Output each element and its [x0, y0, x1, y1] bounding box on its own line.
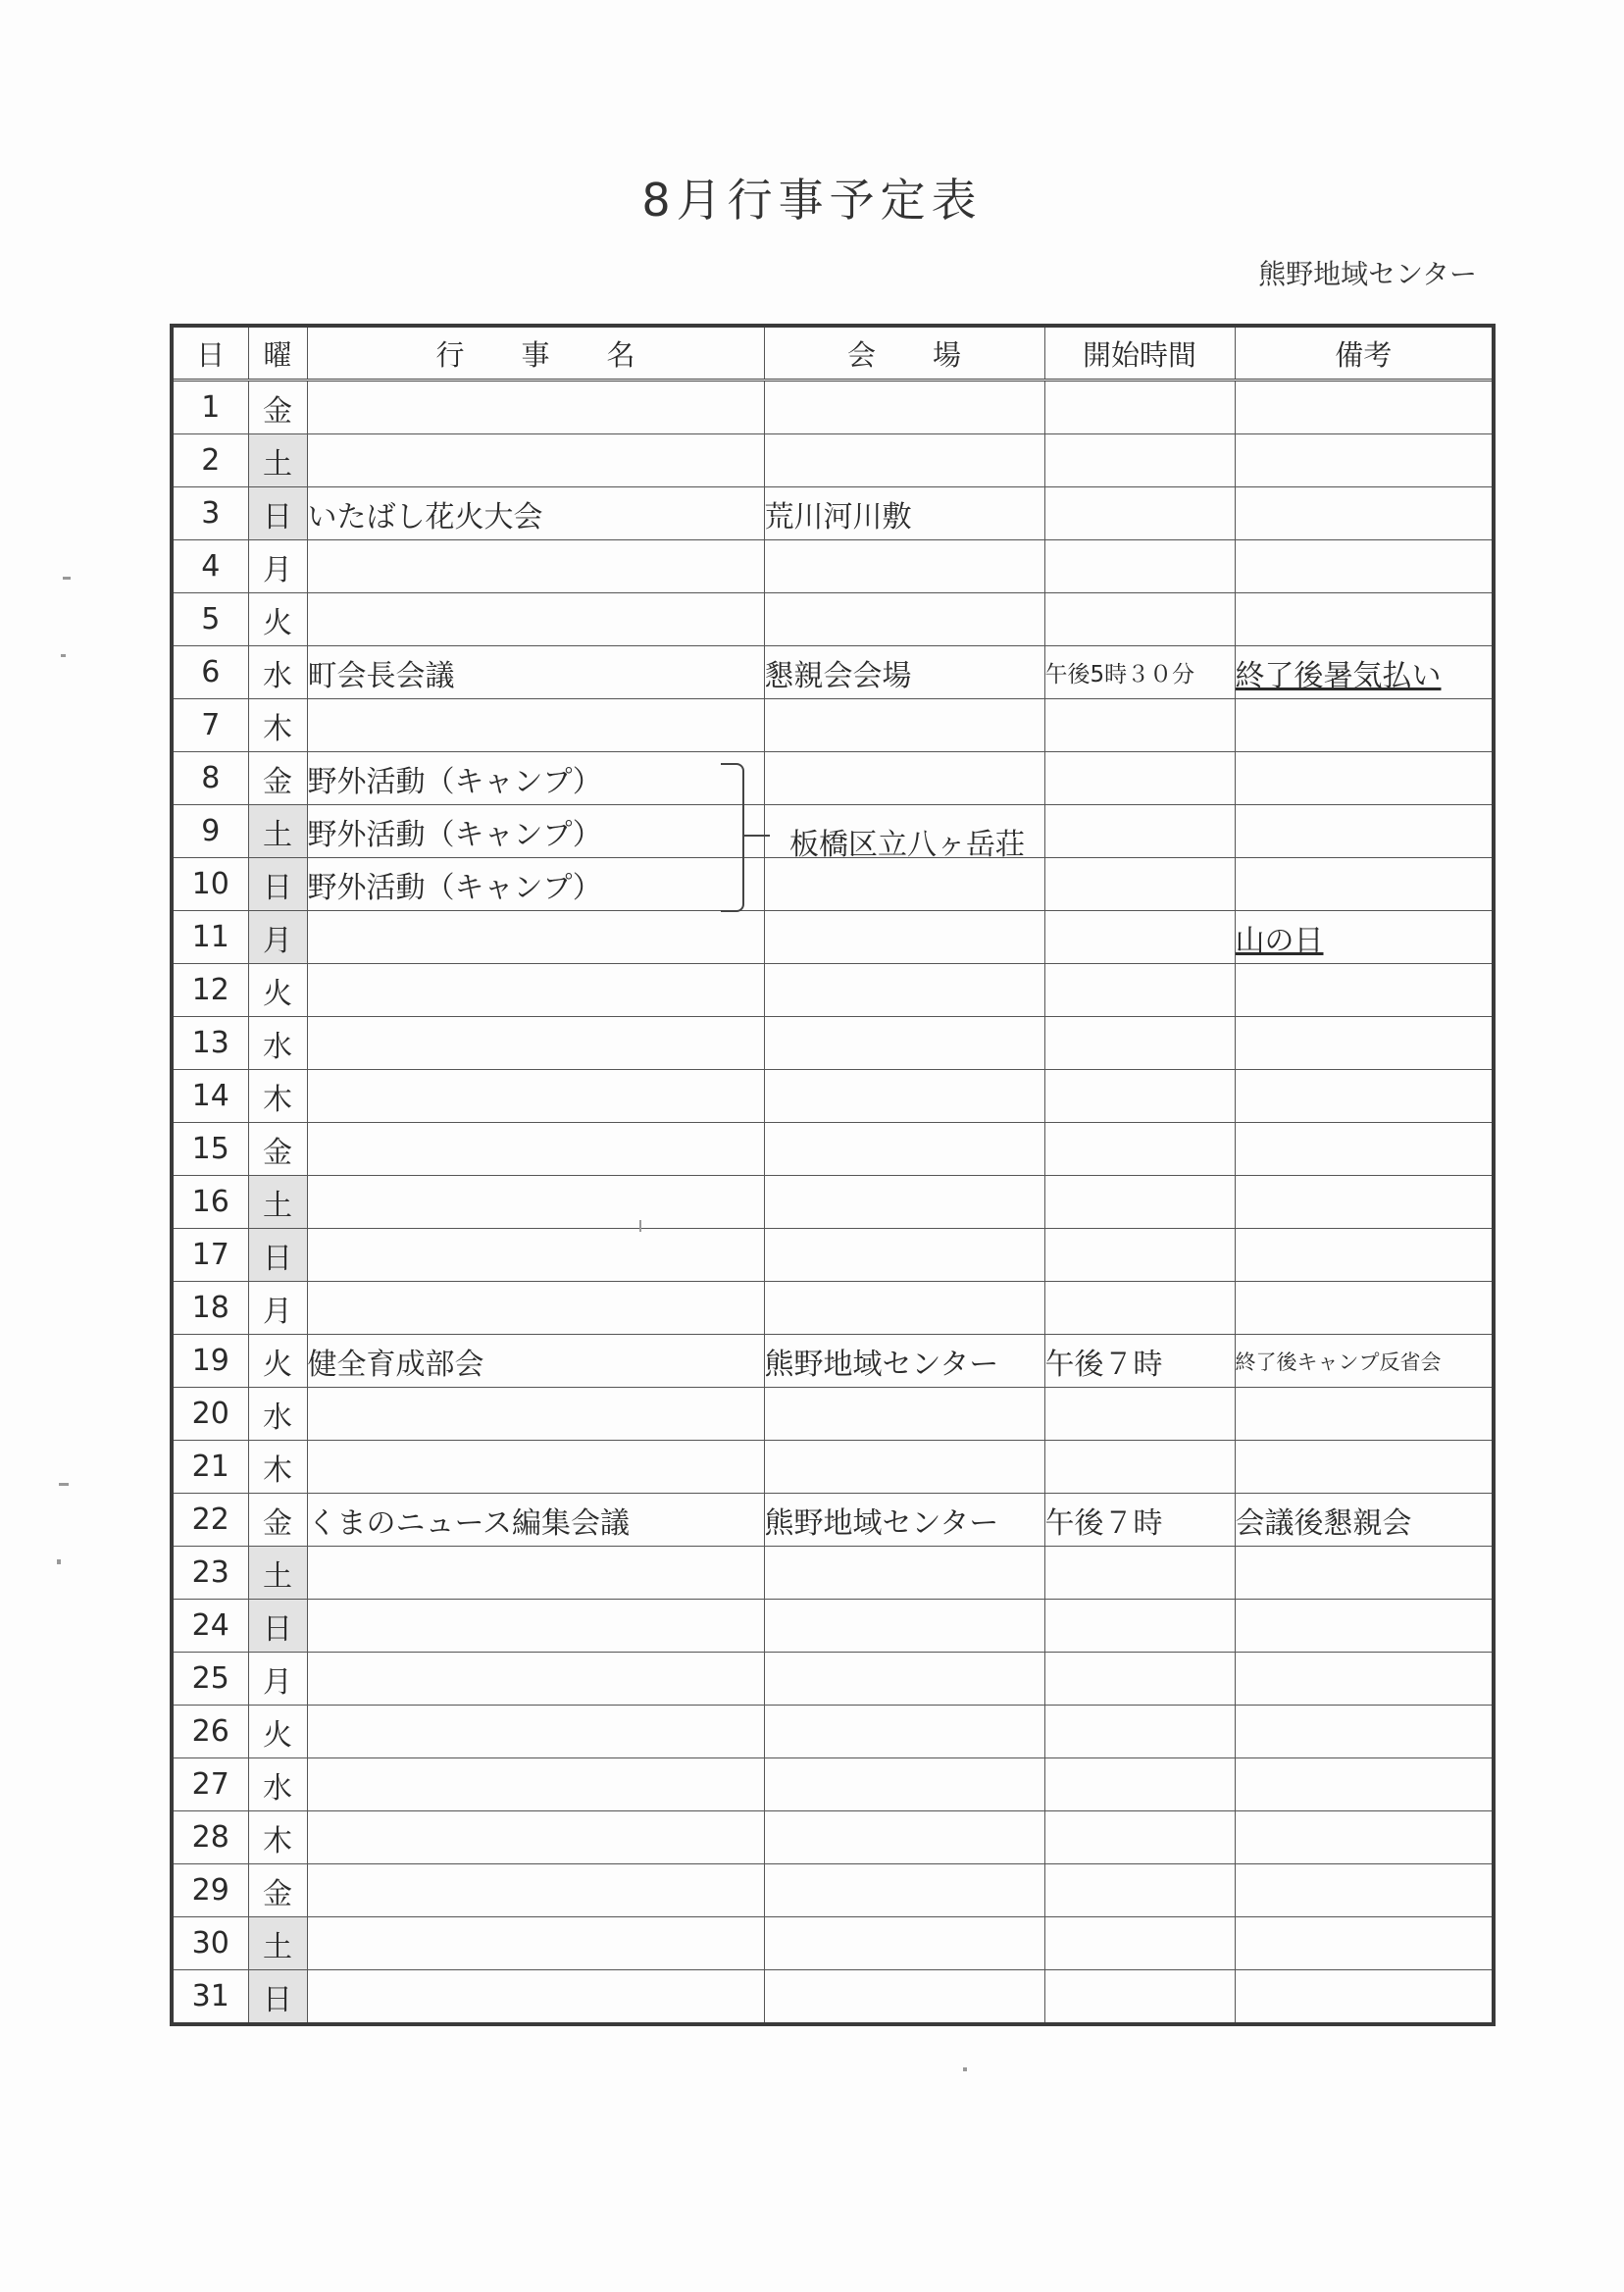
start-time-cell: 午後７時: [1044, 1335, 1235, 1388]
weekday-cell: 土: [248, 1176, 307, 1229]
day-cell: 22: [172, 1494, 248, 1547]
venue-cell: [764, 1811, 1044, 1864]
start-time-cell: [1044, 911, 1235, 964]
day-cell: 19: [172, 1335, 248, 1388]
weekday-cell: 木: [248, 699, 307, 752]
notes-cell: [1235, 1282, 1494, 1335]
event-cell: 健全育成部会: [307, 1335, 764, 1388]
start-time-cell: [1044, 1176, 1235, 1229]
event-cell: [307, 593, 764, 646]
notes-cell: [1235, 964, 1494, 1017]
venue-cell: [764, 1017, 1044, 1070]
venue-cell: [764, 1758, 1044, 1811]
table-row: [172, 593, 1494, 646]
table-header-row: [172, 326, 1494, 381]
weekday-cell: 日: [248, 1970, 307, 2025]
notes-cell: [1235, 487, 1494, 540]
event-cell: [307, 1653, 764, 1706]
event-cell: [307, 699, 764, 752]
weekday-cell: 日: [248, 1600, 307, 1653]
notes-cell: [1235, 593, 1494, 646]
start-time-cell: [1044, 1970, 1235, 2025]
organization-name: 熊野地域センター: [1258, 258, 1477, 290]
table-row: [172, 1970, 1494, 2025]
weekday-cell: 金: [248, 1864, 307, 1917]
weekday-cell: 火: [248, 1335, 307, 1388]
start-time-cell: 午後７時: [1044, 1494, 1235, 1547]
notes-cell: [1235, 1917, 1494, 1970]
weekday-cell: 水: [248, 646, 307, 699]
venue-cell: [764, 1388, 1044, 1441]
start-time-cell: [1044, 1229, 1235, 1282]
table-row: [172, 1282, 1494, 1335]
event-schedule-table: [170, 324, 1496, 2026]
venue-cell: [764, 1176, 1044, 1229]
day-cell: 4: [172, 540, 248, 593]
scan-speck: [963, 2067, 967, 2071]
notes-cell: 会議後懇親会: [1235, 1494, 1494, 1547]
event-cell: 野外活動（キャンプ）: [307, 752, 764, 805]
weekday-cell: 木: [248, 1070, 307, 1123]
event-cell: いたばし花火大会: [307, 487, 764, 540]
weekday-cell: 水: [248, 1388, 307, 1441]
day-cell: 30: [172, 1917, 248, 1970]
scan-speck: [63, 577, 71, 580]
table-row: [172, 540, 1494, 593]
event-cell: くまのニュース編集会議: [307, 1494, 764, 1547]
venue-cell: [764, 381, 1044, 434]
weekday-cell: 金: [248, 381, 307, 434]
table-row: [172, 1811, 1494, 1864]
venue-cell: [764, 752, 1044, 805]
event-cell: [307, 1441, 764, 1494]
event-cell: [307, 1706, 764, 1758]
weekday-cell: 金: [248, 752, 307, 805]
event-cell: 町会長会議: [307, 646, 764, 699]
event-cell: [307, 1970, 764, 2025]
table-row: [172, 1864, 1494, 1917]
camp-group-bracket: [721, 763, 744, 912]
notes-cell: [1235, 1547, 1494, 1600]
scan-speck: [57, 1559, 61, 1564]
notes-cell: [1235, 1123, 1494, 1176]
table-row: [172, 1335, 1494, 1388]
event-cell: [307, 911, 764, 964]
notes-cell: [1235, 1706, 1494, 1758]
day-cell: 16: [172, 1176, 248, 1229]
start-time-cell: [1044, 1123, 1235, 1176]
weekday-cell: 金: [248, 1494, 307, 1547]
event-cell: [307, 540, 764, 593]
day-cell: 10: [172, 858, 248, 911]
event-cell: [307, 1388, 764, 1441]
weekday-cell: 水: [248, 1017, 307, 1070]
start-time-cell: [1044, 593, 1235, 646]
event-cell: [307, 1600, 764, 1653]
start-time-cell: [1044, 1070, 1235, 1123]
weekday-cell: 金: [248, 1123, 307, 1176]
start-time-cell: [1044, 1917, 1235, 1970]
col-header-start-time: 開始時間: [1044, 326, 1235, 381]
day-cell: 15: [172, 1123, 248, 1176]
event-cell: 野外活動（キャンプ）: [307, 805, 764, 858]
notes-cell: [1235, 1600, 1494, 1653]
venue-cell: [764, 1653, 1044, 1706]
day-cell: 27: [172, 1758, 248, 1811]
start-time-cell: [1044, 1600, 1235, 1653]
day-cell: 31: [172, 1970, 248, 2025]
col-header-venue: 会 場: [764, 326, 1044, 381]
day-cell: 14: [172, 1070, 248, 1123]
start-time-cell: 午後5時３０分: [1044, 646, 1235, 699]
day-cell: 29: [172, 1864, 248, 1917]
day-cell: 13: [172, 1017, 248, 1070]
day-cell: 28: [172, 1811, 248, 1864]
venue-cell: [764, 1706, 1044, 1758]
venue-cell: [764, 1229, 1044, 1282]
start-time-cell: [1044, 1282, 1235, 1335]
venue-cell: [764, 858, 1044, 911]
event-cell: 野外活動（キャンプ）: [307, 858, 764, 911]
start-time-cell: [1044, 540, 1235, 593]
table-row: [172, 434, 1494, 487]
day-cell: 8: [172, 752, 248, 805]
table-row: [172, 1017, 1494, 1070]
start-time-cell: [1044, 487, 1235, 540]
table-row: [172, 752, 1494, 805]
start-time-cell: [1044, 1706, 1235, 1758]
weekday-cell: 火: [248, 964, 307, 1017]
table-row: [172, 1176, 1494, 1229]
venue-cell: 熊野地域センター: [764, 1335, 1044, 1388]
day-cell: 6: [172, 646, 248, 699]
notes-cell: [1235, 805, 1494, 858]
notes-cell: [1235, 1758, 1494, 1811]
notes-cell: [1235, 1176, 1494, 1229]
day-cell: 17: [172, 1229, 248, 1282]
start-time-cell: [1044, 752, 1235, 805]
table-row: [172, 1494, 1494, 1547]
notes-cell: [1235, 1070, 1494, 1123]
notes-cell: 山の日: [1235, 911, 1494, 964]
day-cell: 3: [172, 487, 248, 540]
table-row: [172, 1758, 1494, 1811]
weekday-cell: 木: [248, 1811, 307, 1864]
day-cell: 12: [172, 964, 248, 1017]
notes-cell: [1235, 1653, 1494, 1706]
table-row: [172, 1070, 1494, 1123]
start-time-cell: [1044, 1017, 1235, 1070]
start-time-cell: [1044, 1547, 1235, 1600]
scan-speck: [59, 1483, 69, 1486]
event-cell: [307, 1917, 764, 1970]
day-cell: 18: [172, 1282, 248, 1335]
event-cell: [307, 1123, 764, 1176]
weekday-cell: 火: [248, 593, 307, 646]
scan-speck: [639, 1220, 641, 1232]
event-cell: [307, 434, 764, 487]
start-time-cell: [1044, 1758, 1235, 1811]
event-cell: [307, 1229, 764, 1282]
day-cell: 25: [172, 1653, 248, 1706]
col-header-event: 行 事 名: [307, 326, 764, 381]
start-time-cell: [1044, 964, 1235, 1017]
day-cell: 2: [172, 434, 248, 487]
table-row: [172, 1917, 1494, 1970]
start-time-cell: [1044, 805, 1235, 858]
notes-cell: 終了後キャンプ反省会: [1235, 1335, 1494, 1388]
day-cell: 9: [172, 805, 248, 858]
event-cell: [307, 964, 764, 1017]
table-row: [172, 1653, 1494, 1706]
day-cell: 26: [172, 1706, 248, 1758]
day-cell: 5: [172, 593, 248, 646]
day-cell: 24: [172, 1600, 248, 1653]
weekday-cell: 土: [248, 1547, 307, 1600]
table-row: [172, 1123, 1494, 1176]
event-cell: [307, 1547, 764, 1600]
notes-cell: [1235, 381, 1494, 434]
table-row: [172, 1547, 1494, 1600]
venue-cell: 熊野地域センター: [764, 1494, 1044, 1547]
weekday-cell: 月: [248, 911, 307, 964]
venue-cell: [764, 1970, 1044, 2025]
weekday-cell: 月: [248, 540, 307, 593]
weekday-cell: 月: [248, 1653, 307, 1706]
venue-cell: [764, 1282, 1044, 1335]
weekday-cell: 土: [248, 434, 307, 487]
table-row: [172, 911, 1494, 964]
event-cell: [307, 1017, 764, 1070]
weekday-cell: 火: [248, 1706, 307, 1758]
table-row: [172, 381, 1494, 434]
day-cell: 21: [172, 1441, 248, 1494]
table-row: [172, 964, 1494, 1017]
venue-cell: [764, 593, 1044, 646]
table-row: [172, 646, 1494, 699]
col-header-notes: 備考: [1235, 326, 1494, 381]
day-cell: 7: [172, 699, 248, 752]
day-cell: 1: [172, 381, 248, 434]
day-cell: 20: [172, 1388, 248, 1441]
venue-cell: [764, 699, 1044, 752]
weekday-cell: 水: [248, 1758, 307, 1811]
table-row: [172, 1388, 1494, 1441]
start-time-cell: [1044, 1441, 1235, 1494]
start-time-cell: [1044, 699, 1235, 752]
notes-cell: [1235, 1017, 1494, 1070]
event-cell: [307, 1282, 764, 1335]
col-header-day: 日: [172, 326, 248, 381]
notes-cell: [1235, 1970, 1494, 2025]
weekday-cell: 月: [248, 1282, 307, 1335]
venue-cell: [764, 434, 1044, 487]
venue-cell: [764, 1123, 1044, 1176]
notes-cell: [1235, 1441, 1494, 1494]
venue-cell: [764, 1070, 1044, 1123]
table-row: [172, 1441, 1494, 1494]
venue-cell: 懇親会会場: [764, 646, 1044, 699]
day-cell: 23: [172, 1547, 248, 1600]
weekday-cell: 日: [248, 487, 307, 540]
camp-group-venue: 板橋区立八ヶ岳荘: [789, 828, 1025, 862]
start-time-cell: [1044, 1811, 1235, 1864]
start-time-cell: [1044, 381, 1235, 434]
venue-cell: [764, 540, 1044, 593]
venue-cell: [764, 1441, 1044, 1494]
venue-cell: [764, 911, 1044, 964]
start-time-cell: [1044, 1388, 1235, 1441]
weekday-cell: 木: [248, 1441, 307, 1494]
event-cell: [307, 1758, 764, 1811]
notes-cell: [1235, 699, 1494, 752]
table-row: [172, 1600, 1494, 1653]
venue-cell: [764, 1917, 1044, 1970]
weekday-cell: 日: [248, 858, 307, 911]
table-row: [172, 858, 1494, 911]
event-cell: [307, 381, 764, 434]
start-time-cell: [1044, 1653, 1235, 1706]
notes-cell: [1235, 1864, 1494, 1917]
weekday-cell: 土: [248, 1917, 307, 1970]
event-cell: [307, 1811, 764, 1864]
scan-speck: [61, 654, 66, 657]
col-header-weekday: 曜: [248, 326, 307, 381]
notes-cell: [1235, 434, 1494, 487]
day-cell: 11: [172, 911, 248, 964]
start-time-cell: [1044, 858, 1235, 911]
camp-group-bracket-tick: [742, 835, 770, 837]
start-time-cell: [1044, 434, 1235, 487]
event-cell: [307, 1070, 764, 1123]
venue-cell: [764, 964, 1044, 1017]
venue-cell: [764, 1864, 1044, 1917]
page-title: 8月行事予定表: [641, 174, 983, 227]
venue-cell: [764, 1600, 1044, 1653]
venue-cell: 荒川河川敷: [764, 487, 1044, 540]
start-time-cell: [1044, 1864, 1235, 1917]
notes-cell: [1235, 858, 1494, 911]
notes-cell: 終了後暑気払い: [1235, 646, 1494, 699]
notes-cell: [1235, 1388, 1494, 1441]
venue-cell: [764, 1547, 1044, 1600]
notes-cell: [1235, 540, 1494, 593]
table-row: [172, 699, 1494, 752]
notes-cell: [1235, 752, 1494, 805]
table-row: [172, 1229, 1494, 1282]
table-row: [172, 487, 1494, 540]
weekday-cell: 日: [248, 1229, 307, 1282]
notes-cell: [1235, 1229, 1494, 1282]
table-row: [172, 1706, 1494, 1758]
event-cell: [307, 1864, 764, 1917]
event-cell: [307, 1176, 764, 1229]
weekday-cell: 土: [248, 805, 307, 858]
notes-cell: [1235, 1811, 1494, 1864]
